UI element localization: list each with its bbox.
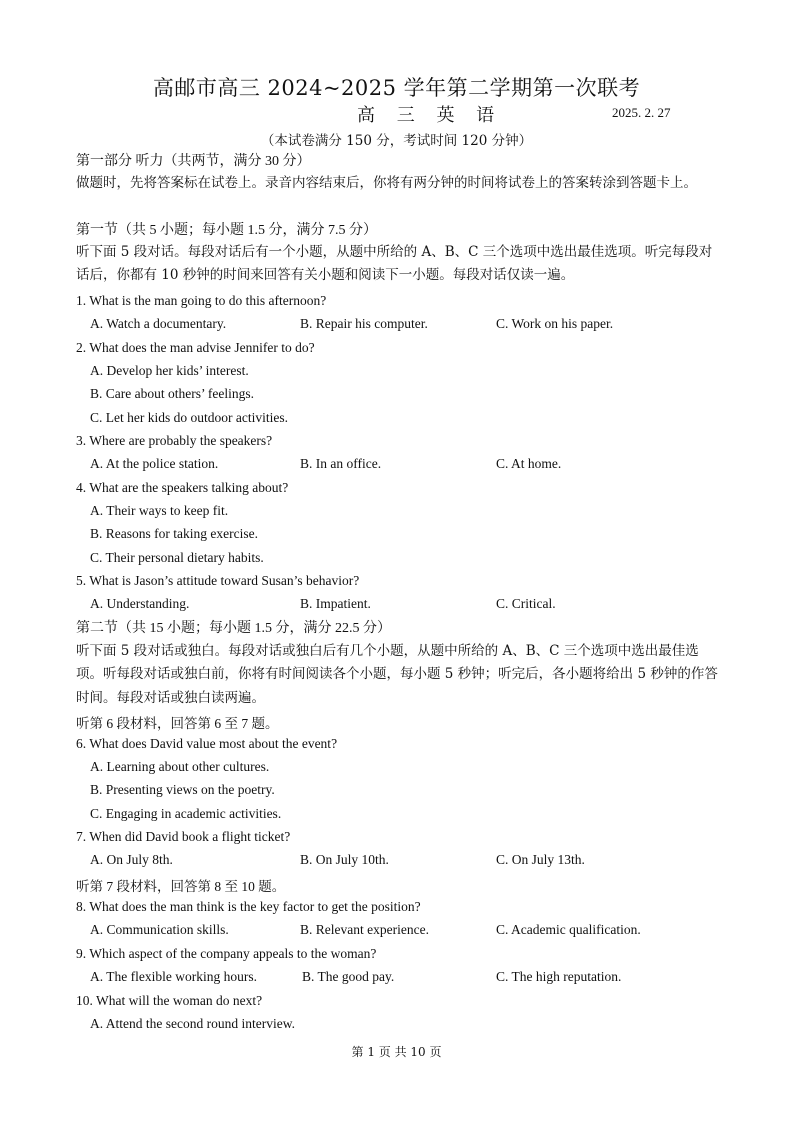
- q1-option-b: B. Repair his computer.: [300, 316, 428, 331]
- q8-option-b: B. Relevant experience.: [300, 922, 429, 937]
- section2-intro: 听下面 5 段对话或独白。每段对话或独白后有几个小题，从题中所给的 A、B、C 三个选项中选出最佳选项。听每段对话或独白前，你将有时间阅读各个小题，每小题 5 秒钟；听完后，各小题将给出 5 秒钟的作答时间。每段对话或独白读两遍。: [76, 643, 718, 706]
- page-footer: 第 1 页 共 10 页: [351, 1045, 442, 1059]
- q5-option-a: A. Understanding.: [90, 596, 190, 611]
- question-2: 2. What does the man advise Jennifer to do?: [76, 340, 315, 355]
- q9-option-c: C. The high reputation.: [496, 969, 622, 984]
- question-8: 8. What does the man think is the key factor to get the position?: [76, 899, 421, 914]
- section1-intro: 听下面 5 段对话。每段对话后有一个小题，从题中所给的 A、B、C 三个选项中选出最佳选项。听完每段对话后，你都有 10 秒钟的时间来回答有关小题和阅读下一小题。每段对话仅读一遍。: [76, 244, 713, 284]
- q8-option-c: C. Academic qualification.: [496, 922, 641, 937]
- exam-note: （本试卷满分 150 分，考试时间 120 分钟）: [260, 133, 533, 149]
- q2-option-a: A. Develop her kids’ interest.: [90, 363, 249, 378]
- exam-subject: 高 三 英 语: [357, 105, 503, 126]
- q6-option-b: B. Presenting views on the poetry.: [90, 782, 275, 797]
- q6-option-c: C. Engaging in academic activities.: [90, 806, 282, 821]
- q5-option-c: C. Critical.: [496, 596, 556, 611]
- q8-option-a: A. Communication skills.: [90, 922, 229, 937]
- question-6: 6. What does David value most about the event?: [76, 736, 338, 751]
- material-7-instruction: 听第 7 段材料，回答第 8 至 10 题。: [76, 879, 286, 894]
- exam-title: 高邮市高三 2024~2025 学年第二学期第一次联考: [152, 76, 641, 100]
- question-3: 3. Where are probably the speakers?: [76, 433, 273, 448]
- q3-option-a: A. At the police station.: [90, 456, 219, 471]
- question-5: 5. What is Jason’s attitude toward Susan’s behavior?: [76, 573, 360, 588]
- q7-option-c: C. On July 13th.: [496, 852, 585, 867]
- question-1: 1. What is the man going to do this afternoon?: [76, 293, 327, 308]
- question-4: 4. What are the speakers talking about?: [76, 480, 289, 495]
- q5-option-b: B. Impatient.: [300, 596, 371, 611]
- q1-option-c: C. Work on his paper.: [496, 316, 614, 331]
- q1-option-a: A. Watch a documentary.: [90, 316, 227, 331]
- section1-heading: 第一节（共 5 小题；每小题 1.5 分，满分 7.5 分）: [76, 223, 377, 238]
- q6-option-a: A. Learning about other cultures.: [90, 759, 270, 774]
- exam-date: 2025. 2. 27: [612, 105, 671, 120]
- q4-option-a: A. Their ways to keep fit.: [90, 503, 229, 518]
- q7-option-b: B. On July 10th.: [300, 852, 389, 867]
- question-10: 10. What will the woman do next?: [76, 993, 263, 1008]
- q9-option-b: B. The good pay.: [302, 969, 395, 984]
- q7-option-a: A. On July 8th.: [90, 852, 173, 867]
- q3-option-b: B. In an office.: [300, 456, 382, 471]
- part1-heading: 第一部分 听力（共两节，满分 30 分）: [76, 154, 311, 169]
- part1-intro: 做题时，先将答案标在试卷上。录音内容结束后，你将有两分钟的时间将试卷上的答案转涂到答题卡上。: [76, 175, 697, 191]
- q4-option-b: B. Reasons for taking exercise.: [90, 526, 258, 541]
- section2-heading: 第二节（共 15 小题；每小题 1.5 分，满分 22.5 分）: [76, 621, 391, 636]
- question-7: 7. When did David book a flight ticket?: [76, 829, 291, 844]
- q2-option-c: C. Let her kids do outdoor activities.: [90, 410, 288, 425]
- q3-option-c: C. At home.: [496, 456, 562, 471]
- q2-option-b: B. Care about others’ feelings.: [90, 386, 254, 401]
- q9-option-a: A. The flexible working hours.: [90, 969, 257, 984]
- q10-option-a: A. Attend the second round interview.: [90, 1016, 295, 1031]
- question-9: 9. Which aspect of the company appeals to the woman?: [76, 946, 377, 961]
- material-6-instruction: 听第 6 段材料，回答第 6 至 7 题。: [76, 716, 279, 731]
- q4-option-c: C. Their personal dietary habits.: [90, 550, 264, 565]
